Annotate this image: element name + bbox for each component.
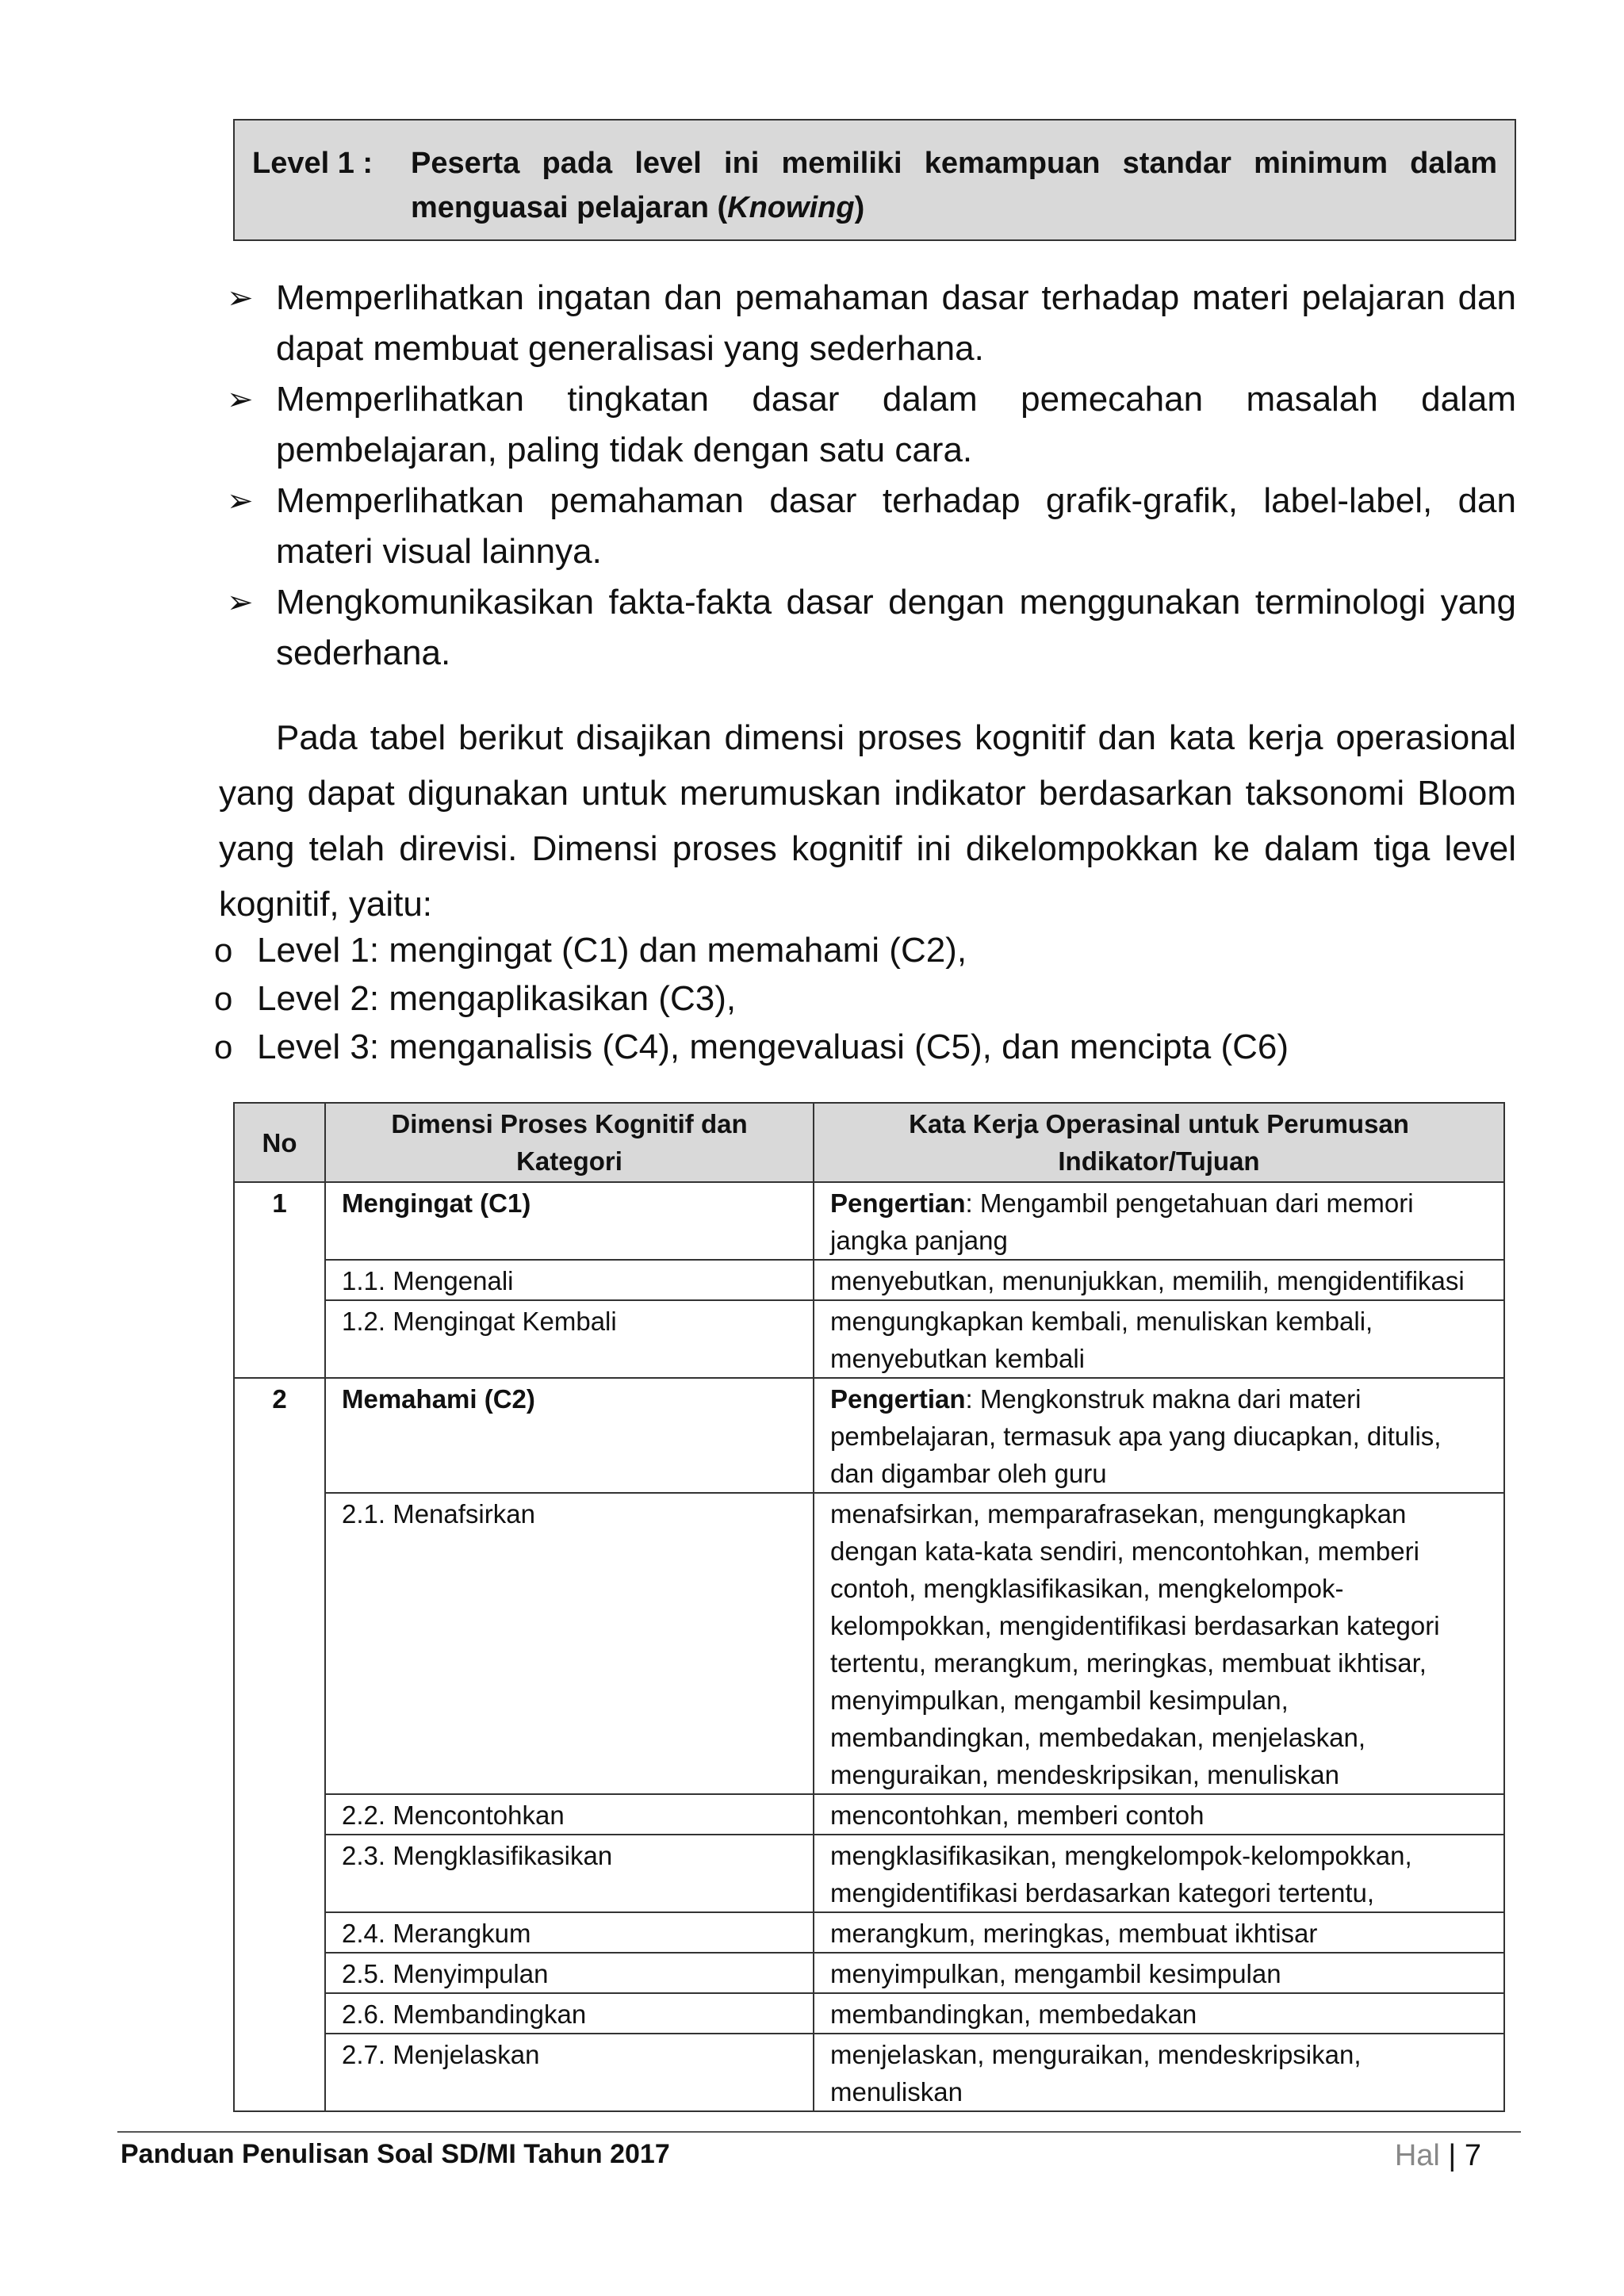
kko-cell: menafsirkan, memparafrasekan, mengungkapkan dengan kata-kata sendiri, mencontohkan, memberi contoh, mengklasifikasikan, mengkelompok-kelompokkan, mengidentifikasi berdasarkan kategori tertentu, merangkum, meringkas, membuat ikhtisar, menyimpulkan, mengambil kesimpulan, membandingkan, membedakan, menjelaskan, menguraikan, mendeskripsikan, menuliskan	[814, 1493, 1504, 1794]
table-row	[234, 2034, 1504, 2111]
cognitive-process-table	[233, 1102, 1505, 2112]
definition-cell	[814, 1378, 1504, 1493]
category-cell: 2.2. Mencontohkan	[325, 1794, 814, 1835]
table-header-row	[234, 1103, 1504, 1182]
page-number	[1395, 2139, 1481, 2173]
category-main: Memahami (C2)	[325, 1378, 814, 1493]
definition-label: Pengertian	[830, 1384, 966, 1414]
table-row	[234, 1953, 1504, 1993]
cognitive-level-text: Level 2: mengaplikasikan (C3),	[257, 979, 737, 1018]
circle-bullet-icon: o	[214, 1028, 233, 1066]
footer-title: Panduan Penulisan Soal SD/MI Tahun 2017	[121, 2139, 670, 2169]
table-row	[234, 1835, 1504, 1912]
table-row	[234, 1182, 1504, 1260]
kko-cell: mencontohkan, memberi contoh	[814, 1794, 1504, 1835]
page-separator: |	[1439, 2139, 1465, 2172]
intro-paragraph: Pada tabel berikut disajikan dimensi proses kognitif dan kata kerja operasional yang dapat digunakan untuk merumuskan indikator berdasarkan taksonomi Bloom yang telah direvisi. Dimensi proses kognitif ini dikelompokkan ke dalam tiga level kognitif, yaitu:	[219, 718, 1516, 924]
arrow-bullet-icon: ➢	[227, 382, 254, 417]
category-cell: 1.1. Mengenali	[325, 1260, 814, 1300]
table-row	[234, 1378, 1504, 1493]
cognitive-level-item	[214, 926, 1289, 974]
definition-cell	[814, 1182, 1504, 1260]
table-row	[234, 1794, 1504, 1835]
kko-cell: menyimpulkan, mengambil kesimpulan	[814, 1953, 1504, 1993]
cognitive-level-text: Level 3: menganalisis (C4), mengevaluasi (C5), dan mencipta (C6)	[257, 1027, 1289, 1066]
level-text-emphasis: Knowing	[727, 191, 855, 224]
category-cell: 2.3. Mengklasifikasikan	[325, 1835, 814, 1912]
arrow-bullet-icon: ➢	[227, 484, 254, 519]
table-row	[234, 1493, 1504, 1794]
category-cell: 2.6. Membandingkan	[325, 1993, 814, 2034]
kko-cell: mengungkapkan kembali, menuliskan kembali, menyebutkan kembali	[814, 1300, 1504, 1378]
header-no: No	[234, 1103, 325, 1182]
table-row	[234, 1300, 1504, 1378]
bullet-item	[227, 577, 1516, 679]
category-cell: 2.1. Menafsirkan	[325, 1493, 814, 1794]
definition-label: Pengertian	[830, 1188, 966, 1218]
bullet-text: Mengkomunikasikan fakta-fakta dasar dengan menggunakan terminologi yang sederhana.	[276, 583, 1516, 672]
kko-cell: membandingkan, membedakan	[814, 1993, 1504, 2034]
level-1-bullet-list	[227, 273, 1516, 679]
circle-bullet-icon: o	[214, 932, 233, 969]
bullet-text: Memperlihatkan pemahaman dasar terhadap grafik-grafik, label-label, dan materi visual lainnya.	[276, 481, 1516, 571]
definition-text: : Mengkonstruk makna dari materi pembelajaran, termasuk apa yang diucapkan, ditulis, dan digambar oleh guru	[830, 1384, 1442, 1488]
kko-cell: menyebutkan, menunjukkan, memilih, mengidentifikasi	[814, 1260, 1504, 1300]
circle-bullet-icon: o	[214, 980, 233, 1017]
category-cell: 1.2. Mengingat Kembali	[325, 1300, 814, 1378]
category-main: Mengingat (C1)	[325, 1182, 814, 1260]
footer-divider	[117, 2131, 1521, 2133]
arrow-bullet-icon: ➢	[227, 585, 254, 620]
cognitive-level-item	[214, 1023, 1289, 1071]
page-label: Hal	[1394, 2139, 1440, 2172]
category-cell: 2.4. Merangkum	[325, 1912, 814, 1953]
table-row	[234, 1260, 1504, 1300]
arrow-bullet-icon: ➢	[227, 281, 254, 316]
kko-cell: menjelaskan, menguraikan, mendeskripsikan, menuliskan	[814, 2034, 1504, 2111]
row-number: 1	[234, 1182, 325, 1378]
page-number-value: 7	[1464, 2139, 1481, 2172]
category-cell: 2.7. Menjelaskan	[325, 2034, 814, 2111]
row-number: 2	[234, 1378, 325, 2111]
table-row	[234, 1993, 1504, 2034]
table-row	[234, 1912, 1504, 1953]
level-text-main: Peserta pada level ini memiliki kemampuan standar minimum dalam menguasai pelajaran (	[411, 147, 1497, 224]
kko-cell: merangkum, meringkas, membuat ikhtisar	[814, 1912, 1504, 1953]
cognitive-level-item	[214, 974, 1289, 1023]
cognitive-level-text: Level 1: mengingat (C1) dan memahami (C2),	[257, 931, 967, 970]
header-dimensi: Dimensi Proses Kognitif dan Kategori	[325, 1103, 814, 1182]
bullet-text: Memperlihatkan ingatan dan pemahaman dasar terhadap materi pelajaran dan dapat membuat generalisasi yang sederhana.	[276, 278, 1516, 368]
kko-cell: mengklasifikasikan, mengkelompok-kelompokkan, mengidentifikasi berdasarkan kategori tertentu,	[814, 1835, 1504, 1912]
bullet-item	[227, 273, 1516, 374]
level-text-end: )	[854, 191, 865, 224]
level-description	[411, 141, 1497, 230]
level-label: Level 1 :	[252, 147, 373, 180]
bullet-item	[227, 374, 1516, 476]
header-kko: Kata Kerja Operasinal untuk Perumusan Indikator/Tujuan	[814, 1103, 1504, 1182]
definition-text: : Mengambil pengetahuan dari memori jangka panjang	[830, 1188, 1414, 1255]
level-1-box	[233, 119, 1516, 241]
category-cell: 2.5. Menyimpulan	[325, 1953, 814, 1993]
cognitive-level-list	[214, 926, 1289, 1071]
bullet-text: Memperlihatkan tingkatan dasar dalam pemecahan masalah dalam pembelajaran, paling tidak dengan satu cara.	[276, 380, 1516, 469]
bullet-item	[227, 476, 1516, 577]
